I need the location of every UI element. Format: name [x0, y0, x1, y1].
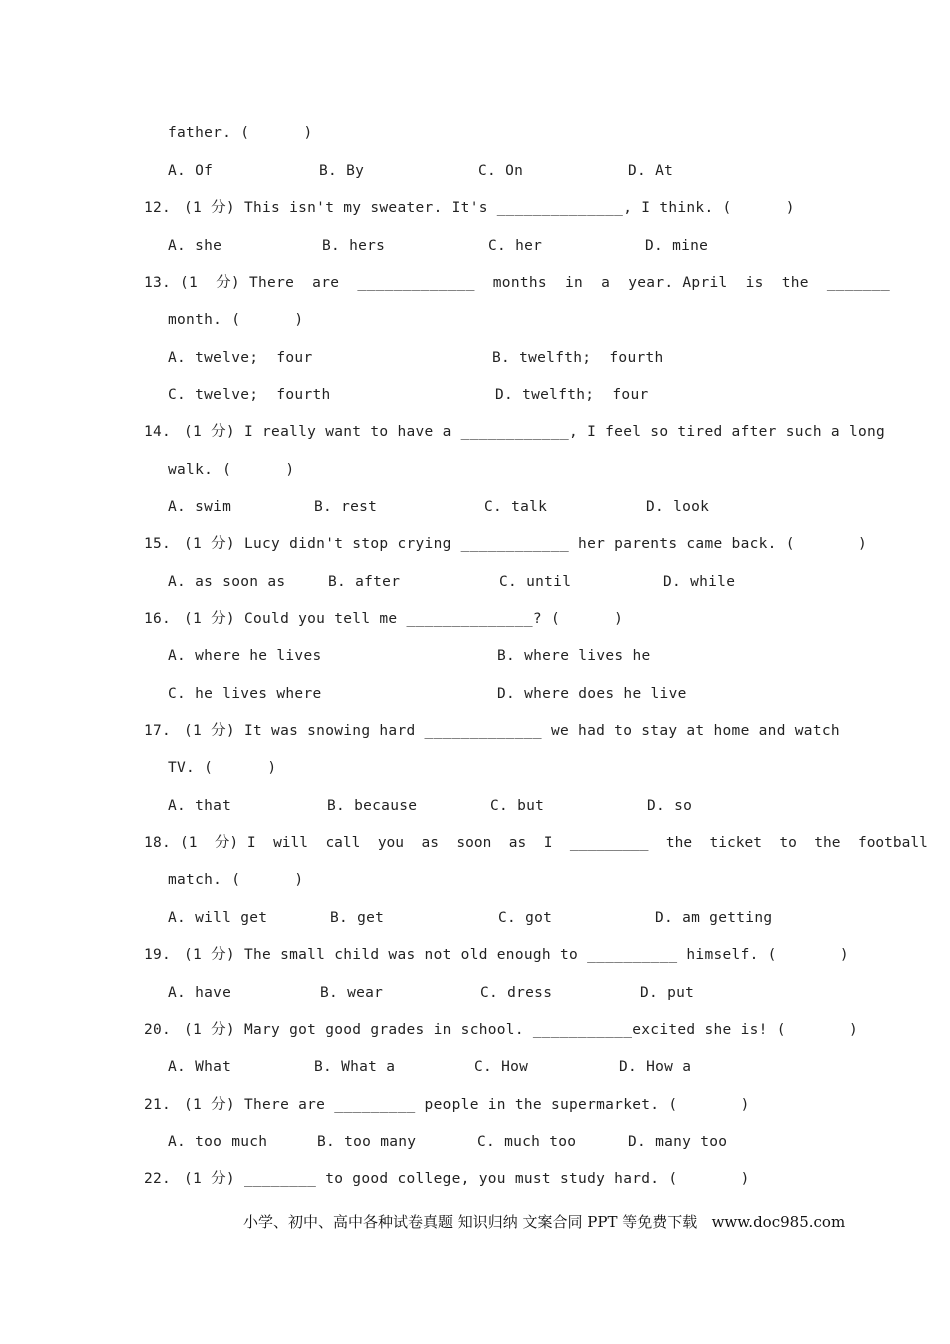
- q17-option-b: B. because: [327, 798, 418, 814]
- question-14-number: 14.: [144, 424, 172, 440]
- q12-option-b: B. hers: [322, 238, 386, 254]
- q12-option-c: C. her: [488, 238, 543, 254]
- q21-option-a: A. too much: [168, 1134, 268, 1150]
- question-17-number: 17.: [144, 723, 172, 739]
- question-22-stem: (1 分) ________ to good college, you must study hard. ( ): [184, 1171, 750, 1187]
- q11-option-d: D. At: [628, 163, 674, 179]
- page-footer: 小学、初中、高中各种试卷真题 知识归纳 文案合同 PPT 等免费下载 www.doc985.com: [243, 1213, 846, 1231]
- q21-option-c: C. much too: [477, 1134, 577, 1150]
- q12-option-a: A. she: [168, 238, 223, 254]
- question-15-number: 15.: [144, 536, 172, 552]
- question-18-stem-cont: match. ( ): [168, 872, 304, 888]
- q11-continuation: father. ( ): [168, 125, 313, 141]
- question-14-stem-cont: walk. ( ): [168, 462, 295, 478]
- question-19-number: 19.: [144, 947, 172, 963]
- question-12-stem: (1 分) This isn't my sweater. It's ______________, I think. ( ): [184, 200, 795, 216]
- q20-option-b: B. What a: [314, 1059, 396, 1075]
- q20-option-a: A. What: [168, 1059, 232, 1075]
- question-20-stem: (1 分) Mary got good grades in school. ___________excited she is! ( ): [184, 1022, 858, 1038]
- question-13-number: 13.: [144, 275, 172, 291]
- q19-option-c: C. dress: [480, 985, 553, 1001]
- q11-option-c: C. On: [478, 163, 524, 179]
- question-19-stem: (1 分) The small child was not old enough to __________ himself. ( ): [184, 947, 849, 963]
- q17-option-c: C. but: [490, 798, 545, 814]
- question-14-stem: (1 分) I really want to have a ____________, I feel so tired after such a long: [184, 424, 886, 440]
- q14-option-c: C. talk: [484, 499, 548, 515]
- q19-option-d: D. put: [640, 985, 695, 1001]
- q20-option-d: D. How a: [619, 1059, 692, 1075]
- q18-option-a: A. will get: [168, 910, 268, 926]
- q16-option-d: D. where does he live: [497, 686, 687, 702]
- q15-option-c: C. until: [499, 574, 572, 590]
- q16-option-c: C. he lives where: [168, 686, 322, 702]
- q12-option-d: D. mine: [645, 238, 709, 254]
- question-16-stem: (1 分) Could you tell me ______________? ( ): [184, 611, 624, 627]
- q17-option-d: D. so: [647, 798, 693, 814]
- q21-option-d: D. many too: [628, 1134, 728, 1150]
- q15-option-d: D. while: [663, 574, 736, 590]
- q11-option-b: B. By: [319, 163, 365, 179]
- q19-option-a: A. have: [168, 985, 232, 1001]
- question-17-stem-cont: TV. ( ): [168, 760, 277, 776]
- q18-option-b: B. get: [330, 910, 385, 926]
- q14-option-d: D. look: [646, 499, 710, 515]
- q14-option-b: B. rest: [314, 499, 378, 515]
- question-13-stem-cont: month. ( ): [168, 312, 304, 328]
- q13-option-d: D. twelfth; four: [495, 387, 649, 403]
- q13-option-b: B. twelfth; fourth: [492, 350, 664, 366]
- q19-option-b: B. wear: [320, 985, 384, 1001]
- question-16-number: 16.: [144, 611, 172, 627]
- q13-option-c: C. twelve; fourth: [168, 387, 331, 403]
- q17-option-a: A. that: [168, 798, 232, 814]
- q13-option-a: A. twelve; four: [168, 350, 313, 366]
- q16-option-b: B. where lives he: [497, 648, 651, 664]
- question-22-number: 22.: [144, 1171, 172, 1187]
- question-21-number: 21.: [144, 1097, 172, 1113]
- q14-option-a: A. swim: [168, 499, 232, 515]
- q21-option-b: B. too many: [317, 1134, 417, 1150]
- question-21-stem: (1 分) There are _________ people in the supermarket. ( ): [184, 1097, 750, 1113]
- question-18-number: 18.: [144, 835, 172, 851]
- q18-option-d: D. am getting: [655, 910, 773, 926]
- q15-option-b: B. after: [328, 574, 401, 590]
- question-17-stem: (1 分) It was snowing hard _____________ we had to stay at home and watch: [184, 723, 840, 739]
- q16-option-a: A. where he lives: [168, 648, 322, 664]
- question-20-number: 20.: [144, 1022, 172, 1038]
- q18-option-c: C. got: [498, 910, 553, 926]
- question-15-stem: (1 分) Lucy didn't stop crying ____________ her parents came back. ( ): [184, 536, 867, 552]
- question-18-stem: (1 分) I will call you as soon as I _________ the ticket to the football: [180, 835, 928, 851]
- q20-option-c: C. How: [474, 1059, 529, 1075]
- q11-option-a: A. Of: [168, 163, 214, 179]
- question-12-number: 12.: [144, 200, 172, 216]
- q15-option-a: A. as soon as: [168, 574, 286, 590]
- question-13-stem: (1 分) There are _____________ months in a year. April is the _______: [180, 275, 891, 291]
